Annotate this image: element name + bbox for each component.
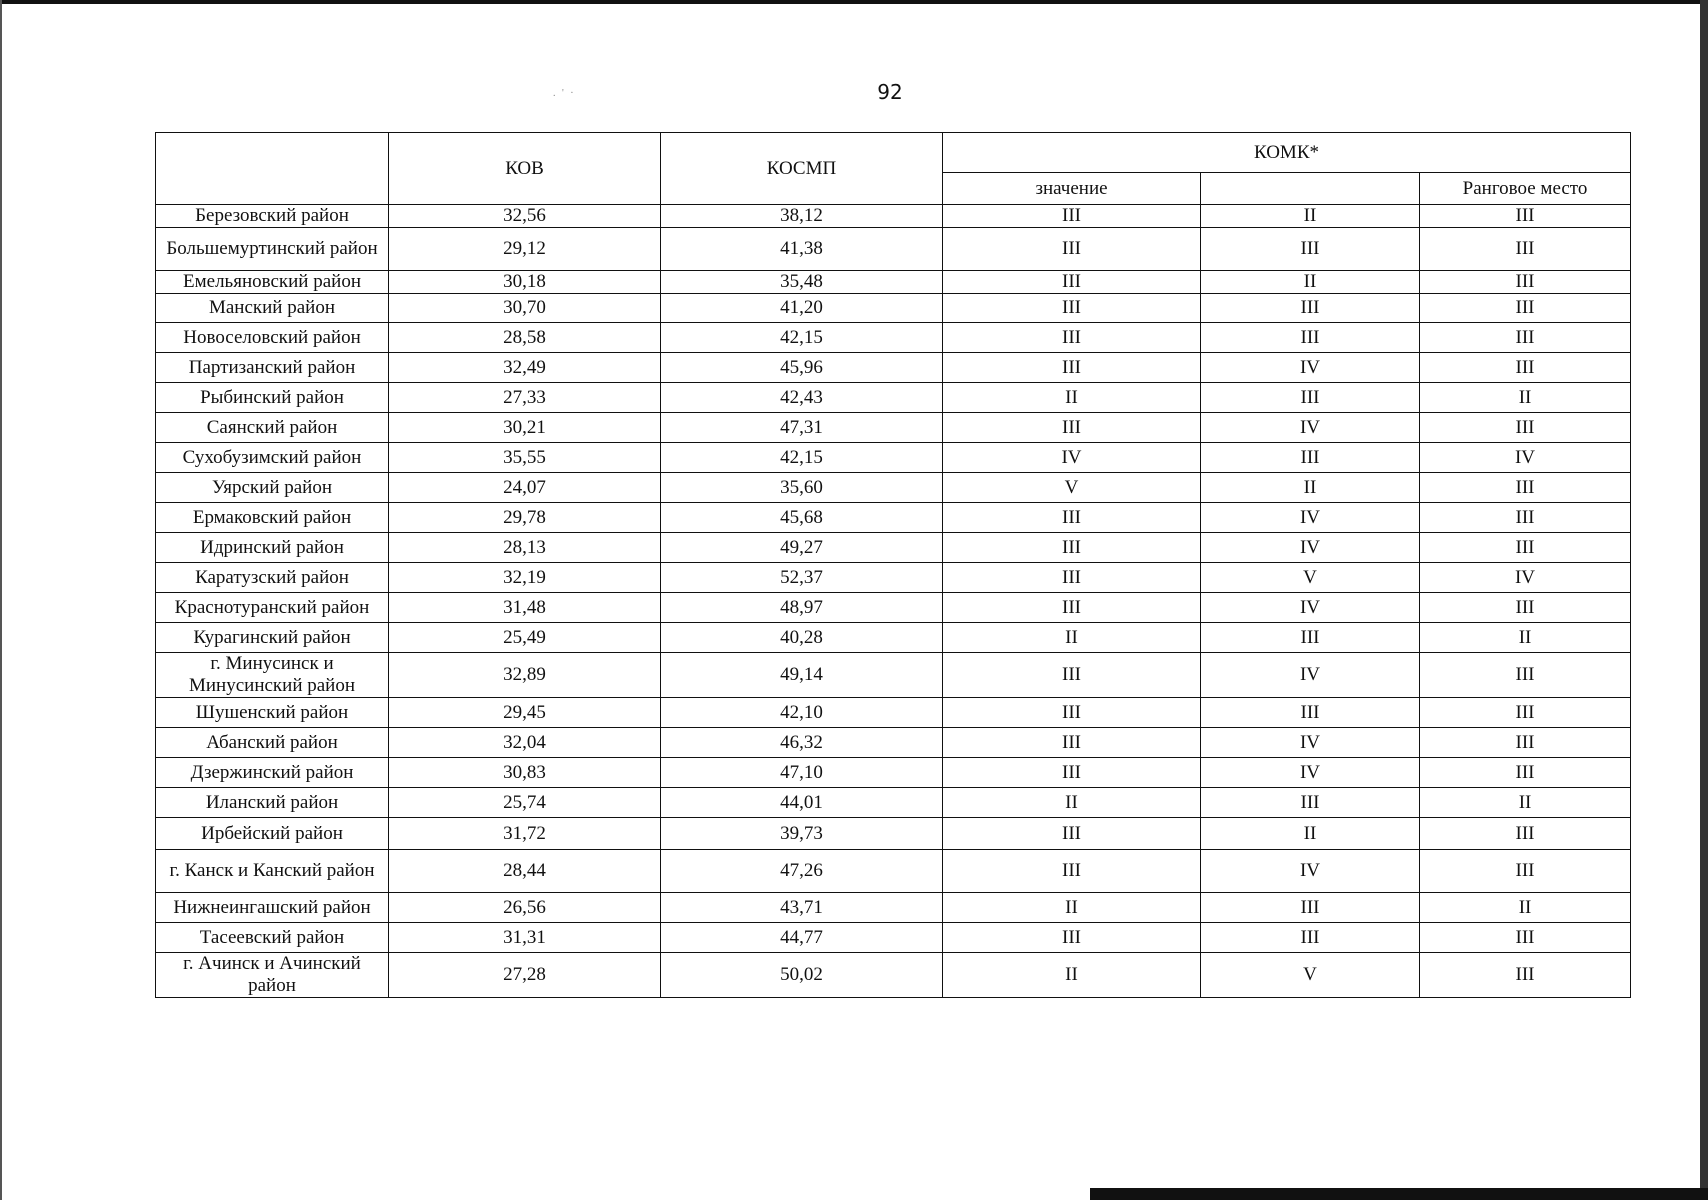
cell-komk-rank: III — [1420, 818, 1631, 850]
cell-kov: 32,89 — [389, 653, 661, 698]
cell-kosmp: 42,15 — [661, 443, 943, 473]
cell-kosmp: 44,77 — [661, 923, 943, 953]
table-row — [156, 698, 1631, 728]
cell-komk-rank: III — [1420, 205, 1631, 228]
table-row — [156, 533, 1631, 563]
table-row — [156, 728, 1631, 758]
cell-komk-class: II — [1201, 271, 1420, 294]
table-row — [156, 893, 1631, 923]
cell-komk-class: II — [1201, 818, 1420, 850]
cell-region: г. Минусинск и Минусинский район — [156, 653, 389, 698]
table-row — [156, 443, 1631, 473]
table-row — [156, 294, 1631, 323]
table-row — [156, 593, 1631, 623]
cell-kov: 26,56 — [389, 893, 661, 923]
cell-kov: 25,74 — [389, 788, 661, 818]
cell-region: Рыбинский район — [156, 383, 389, 413]
cell-komk-value: III — [943, 323, 1201, 353]
table-row — [156, 818, 1631, 850]
cell-region: Тасеевский район — [156, 923, 389, 953]
cell-kov: 32,19 — [389, 563, 661, 593]
page-bottom-border — [1090, 1188, 1708, 1200]
table-row — [156, 205, 1631, 228]
cell-kov: 28,13 — [389, 533, 661, 563]
cell-komk-class: IV — [1201, 353, 1420, 383]
cell-kosmp: 42,15 — [661, 323, 943, 353]
cell-kov: 29,45 — [389, 698, 661, 728]
cell-kosmp: 45,96 — [661, 353, 943, 383]
cell-region: Шушенский район — [156, 698, 389, 728]
cell-komk-class: IV — [1201, 533, 1420, 563]
cell-kosmp: 45,68 — [661, 503, 943, 533]
page-left-border — [0, 0, 2, 1200]
cell-komk-value: III — [943, 728, 1201, 758]
cell-komk-class: IV — [1201, 728, 1420, 758]
table-row — [156, 413, 1631, 443]
cell-kosmp: 35,48 — [661, 271, 943, 294]
cell-komk-class: IV — [1201, 758, 1420, 788]
cell-komk-class: III — [1201, 294, 1420, 323]
table-row — [156, 788, 1631, 818]
cell-kosmp: 42,43 — [661, 383, 943, 413]
cell-kov: 27,28 — [389, 953, 661, 998]
cell-komk-value: III — [943, 271, 1201, 294]
cell-kosmp: 49,14 — [661, 653, 943, 698]
table-header-row — [156, 133, 1631, 173]
cell-komk-value: III — [943, 593, 1201, 623]
cell-region: Емельяновский район — [156, 271, 389, 294]
cell-komk-rank: III — [1420, 653, 1631, 698]
table-row — [156, 623, 1631, 653]
table-row — [156, 228, 1631, 271]
cell-kov: 35,55 — [389, 443, 661, 473]
cell-komk-value: III — [943, 698, 1201, 728]
cell-region: Абанский район — [156, 728, 389, 758]
cell-kov: 32,56 — [389, 205, 661, 228]
cell-komk-rank: III — [1420, 323, 1631, 353]
cell-kosmp: 49,27 — [661, 533, 943, 563]
header-komk-value: значение — [943, 173, 1201, 205]
cell-komk-class: III — [1201, 923, 1420, 953]
cell-kov: 25,49 — [389, 623, 661, 653]
table-row — [156, 353, 1631, 383]
cell-kov: 29,12 — [389, 228, 661, 271]
cell-region: Саянский район — [156, 413, 389, 443]
table-row — [156, 850, 1631, 893]
cell-komk-value: III — [943, 413, 1201, 443]
cell-komk-value: II — [943, 383, 1201, 413]
cell-komk-value: III — [943, 294, 1201, 323]
scan-artifact: . ' · — [553, 88, 576, 99]
cell-kov: 31,72 — [389, 818, 661, 850]
table-row — [156, 758, 1631, 788]
table-row — [156, 563, 1631, 593]
cell-komk-value: III — [943, 818, 1201, 850]
table-row — [156, 503, 1631, 533]
cell-kov: 31,31 — [389, 923, 661, 953]
cell-komk-class: III — [1201, 383, 1420, 413]
table-row — [156, 653, 1631, 698]
cell-region: Березовский район — [156, 205, 389, 228]
cell-region: Идринский район — [156, 533, 389, 563]
cell-komk-rank: III — [1420, 503, 1631, 533]
header-komk: КОМК* — [943, 133, 1631, 173]
cell-komk-rank: II — [1420, 383, 1631, 413]
cell-region: Каратузский район — [156, 563, 389, 593]
cell-region: Манский район — [156, 294, 389, 323]
cell-komk-rank: III — [1420, 698, 1631, 728]
cell-komk-class: III — [1201, 788, 1420, 818]
cell-komk-value: III — [943, 563, 1201, 593]
cell-komk-class: III — [1201, 323, 1420, 353]
cell-komk-value: II — [943, 953, 1201, 998]
cell-kosmp: 42,10 — [661, 698, 943, 728]
cell-komk-rank: III — [1420, 294, 1631, 323]
cell-komk-value: IV — [943, 443, 1201, 473]
cell-komk-rank: III — [1420, 271, 1631, 294]
cell-kosmp: 38,12 — [661, 205, 943, 228]
cell-komk-rank: III — [1420, 758, 1631, 788]
cell-region: Сухобузимский район — [156, 443, 389, 473]
cell-komk-value: III — [943, 503, 1201, 533]
cell-kosmp: 43,71 — [661, 893, 943, 923]
cell-komk-rank: III — [1420, 413, 1631, 443]
cell-region: Дзержинский район — [156, 758, 389, 788]
cell-komk-rank: II — [1420, 893, 1631, 923]
cell-komk-class: IV — [1201, 593, 1420, 623]
cell-komk-class: III — [1201, 228, 1420, 271]
cell-kov: 32,04 — [389, 728, 661, 758]
cell-komk-class: III — [1201, 443, 1420, 473]
data-table — [155, 132, 1631, 998]
cell-kosmp: 41,20 — [661, 294, 943, 323]
cell-region: Иланский район — [156, 788, 389, 818]
cell-kosmp: 52,37 — [661, 563, 943, 593]
cell-region: Ермаковский район — [156, 503, 389, 533]
cell-komk-value: III — [943, 850, 1201, 893]
cell-komk-value: III — [943, 228, 1201, 271]
cell-kosmp: 44,01 — [661, 788, 943, 818]
cell-region: Новоселовский район — [156, 323, 389, 353]
cell-region: Краснотуранский район — [156, 593, 389, 623]
header-kosmp: КОСМП — [661, 133, 943, 205]
table-row — [156, 923, 1631, 953]
cell-kov: 24,07 — [389, 473, 661, 503]
table-body — [156, 205, 1631, 998]
cell-kov: 30,83 — [389, 758, 661, 788]
table-row — [156, 383, 1631, 413]
cell-kov: 31,48 — [389, 593, 661, 623]
cell-kosmp: 50,02 — [661, 953, 943, 998]
cell-komk-rank: IV — [1420, 563, 1631, 593]
cell-kosmp: 47,26 — [661, 850, 943, 893]
cell-komk-class: IV — [1201, 503, 1420, 533]
cell-kov: 28,44 — [389, 850, 661, 893]
cell-komk-rank: III — [1420, 593, 1631, 623]
cell-komk-rank: III — [1420, 728, 1631, 758]
table-row — [156, 473, 1631, 503]
cell-komk-class: II — [1201, 473, 1420, 503]
cell-komk-class: IV — [1201, 850, 1420, 893]
cell-komk-rank: IV — [1420, 443, 1631, 473]
cell-komk-value: III — [943, 653, 1201, 698]
cell-kov: 32,49 — [389, 353, 661, 383]
cell-kosmp: 47,31 — [661, 413, 943, 443]
page-top-border — [0, 0, 1708, 4]
cell-komk-rank: III — [1420, 850, 1631, 893]
cell-region: Партизанский район — [156, 353, 389, 383]
cell-region: Нижнеингашский район — [156, 893, 389, 923]
cell-kosmp: 41,38 — [661, 228, 943, 271]
cell-komk-rank: III — [1420, 353, 1631, 383]
cell-region: г. Ачинск и Ачинский район — [156, 953, 389, 998]
cell-komk-value: III — [943, 758, 1201, 788]
cell-komk-class: V — [1201, 953, 1420, 998]
cell-kov: 30,70 — [389, 294, 661, 323]
header-kov: КОВ — [389, 133, 661, 205]
cell-kosmp: 47,10 — [661, 758, 943, 788]
page-number: 92 — [877, 80, 903, 104]
cell-kov: 30,18 — [389, 271, 661, 294]
cell-region: г. Канск и Канский район — [156, 850, 389, 893]
cell-region: Ирбейский район — [156, 818, 389, 850]
header-komk-blank — [1201, 173, 1420, 205]
cell-kosmp: 35,60 — [661, 473, 943, 503]
cell-kov: 28,58 — [389, 323, 661, 353]
cell-komk-rank: III — [1420, 533, 1631, 563]
cell-komk-class: IV — [1201, 413, 1420, 443]
cell-komk-class: IV — [1201, 653, 1420, 698]
page-right-border — [1700, 0, 1708, 1200]
cell-region: Уярский район — [156, 473, 389, 503]
cell-komk-value: III — [943, 353, 1201, 383]
cell-kosmp: 40,28 — [661, 623, 943, 653]
cell-komk-value: III — [943, 533, 1201, 563]
header-region — [156, 133, 389, 205]
cell-region: Курагинский район — [156, 623, 389, 653]
cell-komk-class: III — [1201, 893, 1420, 923]
header-komk-rank: Ранговое место — [1420, 173, 1631, 205]
cell-komk-value: II — [943, 893, 1201, 923]
cell-komk-rank: III — [1420, 923, 1631, 953]
table-row — [156, 271, 1631, 294]
table-row — [156, 323, 1631, 353]
table-row — [156, 953, 1631, 998]
cell-kov: 29,78 — [389, 503, 661, 533]
cell-komk-rank: III — [1420, 228, 1631, 271]
cell-komk-value: V — [943, 473, 1201, 503]
cell-kosmp: 39,73 — [661, 818, 943, 850]
cell-komk-class: III — [1201, 623, 1420, 653]
cell-komk-value: III — [943, 205, 1201, 228]
cell-komk-rank: III — [1420, 953, 1631, 998]
cell-kosmp: 46,32 — [661, 728, 943, 758]
cell-region: Большемуртинский район — [156, 228, 389, 271]
cell-komk-rank: II — [1420, 788, 1631, 818]
cell-komk-rank: II — [1420, 623, 1631, 653]
cell-komk-rank: III — [1420, 473, 1631, 503]
cell-kov: 27,33 — [389, 383, 661, 413]
cell-komk-value: II — [943, 788, 1201, 818]
cell-komk-class: V — [1201, 563, 1420, 593]
cell-komk-value: II — [943, 623, 1201, 653]
cell-kov: 30,21 — [389, 413, 661, 443]
cell-kosmp: 48,97 — [661, 593, 943, 623]
cell-komk-class: II — [1201, 205, 1420, 228]
cell-komk-class: III — [1201, 698, 1420, 728]
cell-komk-value: III — [943, 923, 1201, 953]
